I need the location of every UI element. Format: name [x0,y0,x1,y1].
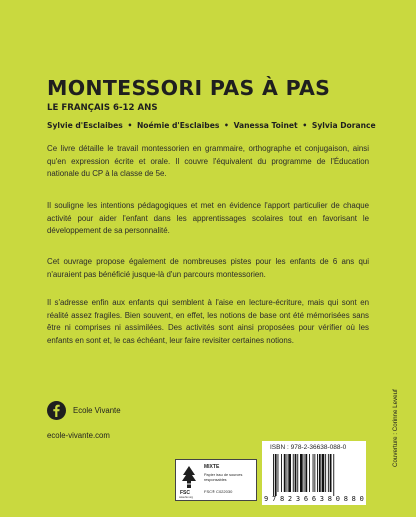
cover-credit: Couverture : Corinne Leveuf [392,389,399,467]
author-separator: • [302,121,308,130]
barcode-bar [325,454,326,492]
author-name: Sylvie d'Esclaibes [47,121,123,130]
barcode-bar [293,454,294,492]
fsc-label: FSC [180,490,190,496]
barcode-bar [288,454,291,492]
fsc-mixte: MIXTE [204,464,220,470]
description-paragraph: Il souligne les intentions pédagogiques et met en évidence l'apport particulier de chaque activité pour aider l'enfant dans les apprentissages scolaires tout en favorisant le développement de sa personnalité. [47,201,369,236]
barcode-bar [295,454,297,492]
barcode-digit: 9 [264,495,269,503]
barcode-digit: 3 [295,495,301,503]
barcode-digit: 2 [287,495,293,503]
barcode-digit: 6 [303,495,309,503]
fsc-description: Papier issu de sources responsables [204,473,243,482]
book-subtitle: LE FRANÇAIS 6-12 ANS [47,103,158,113]
barcode-digits [264,495,364,503]
barcode-bar [284,454,286,492]
barcode-bar [330,454,332,492]
author-list [47,121,376,130]
fsc-site: www.fsc.org [179,496,193,499]
barcode-bar [278,454,279,492]
description-paragraph: Cet ouvrage propose également de nombreuses pistes pour les enfants de 6 ans qui n'auraient pas bénéficié jusque-là d'un parcours montessorien. [47,257,369,279]
barcode-bar [317,454,318,492]
facebook-link[interactable] [47,401,121,420]
barcode-box [262,441,366,505]
author-separator: • [224,121,229,130]
barcode-bar [322,454,325,492]
book-title: MONTESSORI PAS À PAS [47,76,331,100]
barcode-bar [313,454,314,492]
fsc-tree-icon [180,464,198,492]
barcode-bar [300,454,303,492]
barcode-bar [314,454,315,492]
barcode-digit: 8 [343,495,348,503]
description-paragraph: Ce livre détaille le travail montessorien en grammaire, orthographe et conjugaison, ainsi qu'en expression écrite et orale. Il couvre l'équivalent du programme de l'Éducation nationale du CP à la classe de 5e. [47,144,369,179]
barcode-digit: 0 [359,495,364,503]
facebook-icon [47,401,66,420]
barcode-digit: 8 [327,495,332,503]
fsc-code: FSC® C022030 [204,489,233,494]
facebook-label: Ecole Vivante [73,406,121,415]
barcode-bar [319,454,321,492]
barcode-digit: 8 [279,495,285,503]
description-paragraph: Il s'adresse enfin aux enfants qui semblent à l'aise en lecture-écriture, mais qui sont en réalité assez fragiles. Bien souvent, en effet, les notions de base ont été mémorisées sans être ni comprises ni assimilées. Des activités sont ainsi proposées pour vérifier où les enfants en sont et, le cas échéant, leur faire revisiter certaines notions. [47,298,369,345]
barcode-bar [297,454,298,492]
barcode-bar [281,454,282,492]
barcode-digit: 3 [319,495,324,503]
barcode-icon [273,454,357,496]
barcode-bar [305,454,307,492]
barcode-digit: 8 [351,495,356,503]
author-separator: • [127,121,133,130]
barcode-digit: 7 [271,495,277,503]
barcode-bar [309,454,310,492]
barcode-bar [304,454,305,492]
barcode-bar [275,454,277,496]
barcode-bar [333,454,334,496]
isbn-text: ISBN : 978-2-36638-088-0 [270,444,347,451]
barcode-bar [273,454,274,496]
barcode-bar [287,454,288,492]
barcode-bar [328,454,329,492]
barcode-digit: 6 [311,495,317,503]
author-name: Sylvia Dorance [311,121,376,130]
barcode-digit: 0 [335,495,340,503]
author-name: Vanessa Toinet [233,121,298,130]
fsc-label-box [175,459,257,501]
website-link[interactable]: ecole-vivante.com [47,431,110,440]
author-name: Noémie d'Esclaibes [136,121,220,130]
